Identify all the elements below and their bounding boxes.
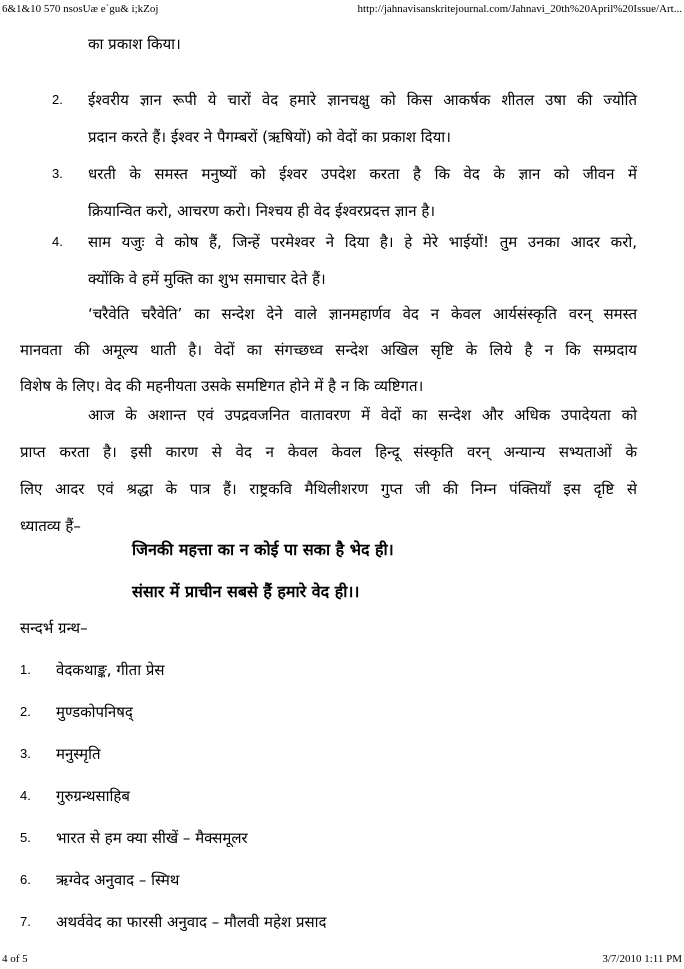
list-item	[20, 828, 637, 848]
print-timestamp: 3/7/2010 1:11 PM	[602, 953, 682, 965]
continued-line: का प्रकाश किया।	[88, 35, 181, 53]
item-line: क्योंकि वे हमें मुक्ति का शुभ समाचार देते हैं।	[88, 270, 326, 288]
reference-text: मुण्डकोपनिषद्	[56, 703, 133, 721]
para-line: आज के अशान्त एवं उपद्रवजनित वातावरण में वेदों का सन्देश और अधिक उपादेयता को	[88, 406, 637, 424]
reference-text: भारत से हम क्या सीखें – मैक्समूलर	[56, 829, 248, 847]
couplet-line: संसार में प्राचीन सबसे हैं हमारे वेद ही।।	[132, 582, 360, 601]
item-number: 2.	[52, 92, 63, 107]
page-url: http://jahnavisanskritejournal.com/Jahnavi_20th%20April%20Issue/Art...	[357, 3, 682, 15]
item-number: 3.	[20, 746, 31, 761]
reference-text: अथर्ववेद का फारसी अनुवाद – मौलवी महेश प्रसाद	[56, 913, 327, 931]
page-title: 6&1&10 570 nsosUæ e`gu& i;kZoj	[2, 3, 159, 15]
paragraph	[20, 304, 637, 396]
page-header	[0, 0, 684, 22]
item-number: 2.	[20, 704, 31, 719]
para-line: प्राप्त करता है। इसी कारण से वेद न केवल केवल हिन्दू संस्कृति वरन् अन्यान्य सभ्यताओं के	[20, 443, 637, 461]
item-number: 5.	[20, 830, 31, 845]
list-item	[20, 786, 637, 806]
page-count: 4 of 5	[2, 953, 28, 965]
paragraph	[20, 405, 637, 536]
list-item	[20, 870, 637, 890]
item-line: ईश्वरीय ज्ञान रूपी ये चारों वेद हमारे ज्ञानचक्षु को किस आकर्षक शीतल उषा की ज्योति	[88, 91, 637, 109]
item-line: क्रियान्वित करो, आचरण करो। निश्चय ही वेद ईश्वरप्रदत्त ज्ञान है।	[88, 202, 436, 220]
item-number: 4.	[20, 788, 31, 803]
list-item	[20, 744, 637, 764]
item-number: 7.	[20, 914, 31, 929]
list-item	[52, 232, 637, 289]
item-number: 6.	[20, 872, 31, 887]
para-line: मानवता की अमूल्य थाती है। वेदों का संगच्छध्व सन्देश अखिल सृष्टि के लिये है न कि सम्प्रदाय	[20, 341, 637, 359]
para-line: लिए आदर एवं श्रद्धा के पात्र हैं। राष्ट्रकवि मैथिलीशरण गुप्त जी की निम्न पंक्तियाँ इस दृष्टि से	[20, 480, 637, 498]
list-item	[20, 660, 637, 680]
couplet-line: जिनकी महत्ता का न कोई पा सका है भेद ही।	[132, 540, 394, 559]
list-item	[52, 164, 637, 221]
reference-text: मनुस्मृति	[56, 745, 101, 763]
item-line: धरती के समस्त मनुष्यों को ईश्वर उपदेश करता है कि वेद के ज्ञान को जीवन में	[88, 165, 637, 183]
item-line: साम यजुः वे कोष हैं, जिन्हें परमेश्वर ने दिया है। हे मेरे भाईयों! तुम उनका आदर करो,	[88, 233, 637, 251]
para-line: विशेष के लिए। वेद की महनीयता उसके समष्टिगत होने में है न कि व्यष्टिगत।	[20, 377, 424, 395]
item-line: प्रदान करते हैं। ईश्वर ने पैगम्बरों (ऋषियों) को वेदों का प्रकाश दिया।	[88, 128, 451, 146]
couplet	[52, 539, 394, 603]
references-list	[20, 660, 637, 932]
reference-text: ऋग्वेद अनुवाद – स्मिथ	[56, 871, 180, 889]
list-item	[20, 702, 637, 722]
para-line: ‘चरैवेति चरैवेति’ का सन्देश देने वाले ज्ञानमहार्णव वेद न केवल आर्यसंस्कृति वरन् समस्त	[88, 305, 637, 323]
item-number: 4.	[52, 234, 63, 249]
item-number: 1.	[20, 662, 31, 677]
page-footer	[0, 949, 684, 969]
para-line: ध्यातव्य हैं–	[20, 517, 81, 535]
references-heading: सन्दर्भ ग्रन्थ–	[20, 619, 88, 637]
list-item	[20, 912, 637, 932]
reference-text: गुरुग्रन्थसाहिब	[56, 787, 130, 805]
item-number: 3.	[52, 166, 63, 181]
reference-text: वेदकथाङ्क, गीता प्रेस	[56, 661, 165, 679]
list-item	[52, 90, 637, 147]
